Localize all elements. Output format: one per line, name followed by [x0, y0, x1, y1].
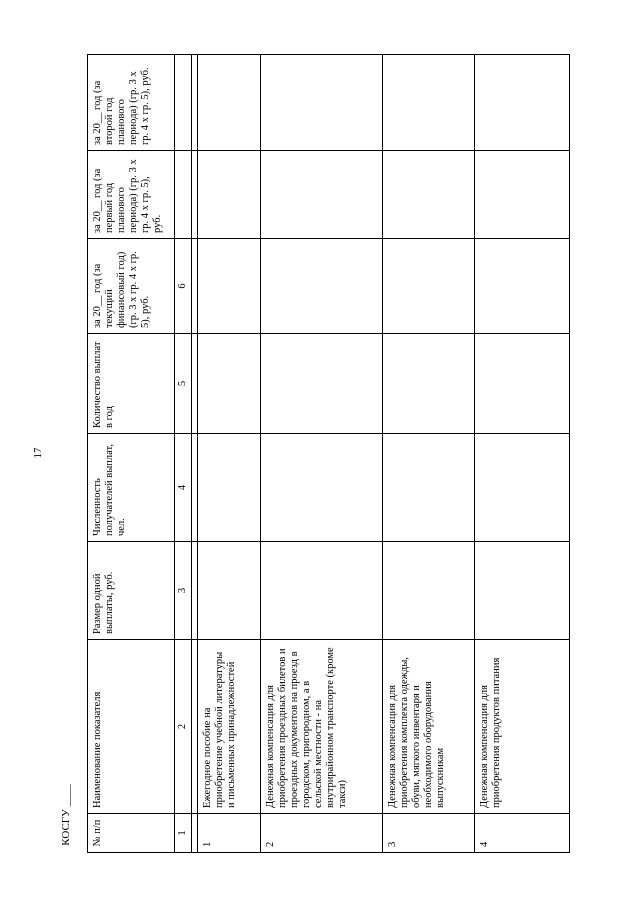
empty-cell — [383, 239, 475, 334]
header-payments-per-year: Количество выплат в год — [88, 334, 175, 434]
header-first-plan-year: за 20__ год (за первый год планового периода) (гр. 3 х гр. 4 х гр. 5), руб. — [88, 151, 175, 239]
empty-cell — [383, 55, 475, 151]
column-number — [175, 55, 192, 151]
table-row — [383, 55, 475, 853]
empty-cell — [198, 55, 261, 151]
empty-cell — [475, 434, 570, 542]
empty-cell — [475, 542, 570, 640]
header-indicator-name: Наименование показателя — [88, 640, 175, 814]
empty-cell — [198, 542, 261, 640]
empty-cell — [475, 239, 570, 334]
empty-cell — [261, 334, 383, 434]
table-row — [475, 55, 570, 853]
empty-cell — [261, 542, 383, 640]
empty-cell — [261, 434, 383, 542]
column-number — [175, 151, 192, 239]
empty-cell — [198, 434, 261, 542]
table-header-row — [88, 55, 175, 853]
column-number: 3 — [175, 542, 192, 640]
header-number: № п/п — [88, 814, 175, 853]
column-number: 6 — [175, 239, 192, 334]
row-number: 3 — [383, 814, 475, 853]
column-number: 2 — [175, 640, 192, 814]
table-row — [261, 55, 383, 853]
empty-cell — [261, 55, 383, 151]
header-current-year: за 20__ год (за текущий финансовый год) (гр. 3 х гр. 4 х гр. 5), руб. — [88, 239, 175, 334]
row-number: 1 — [198, 814, 261, 853]
rotated-table-container — [87, 55, 559, 853]
empty-cell — [383, 542, 475, 640]
row-indicator-name: Ежегодное пособие на приобретение учебной литературы и письменных принадлежностей — [198, 640, 261, 814]
kosgu-label: КОСГУ ____ — [60, 784, 72, 846]
empty-cell — [475, 151, 570, 239]
empty-cell — [198, 334, 261, 434]
empty-cell — [475, 334, 570, 434]
payments-table — [87, 54, 570, 853]
row-indicator-name: Денежная компенсация для приобретения продуктов питания — [475, 640, 570, 814]
header-payment-size: Размер одной выплаты, руб. — [88, 542, 175, 640]
table-row — [198, 55, 261, 853]
column-number: 4 — [175, 434, 192, 542]
empty-cell — [261, 239, 383, 334]
header-recipients-count: Численность получателей выплат, чел. — [88, 434, 175, 542]
empty-cell — [383, 334, 475, 434]
column-numbers-row — [175, 55, 192, 853]
empty-cell — [198, 151, 261, 239]
page-number: 17 — [32, 447, 44, 459]
header-second-plan-year: за 20__ год (за второй год планового периода) (гр. 3 х гр. 4 х гр. 5), руб. — [88, 55, 175, 151]
empty-cell — [383, 151, 475, 239]
row-number: 4 — [475, 814, 570, 853]
row-indicator-name: Денежная компенсация для приобретения комплекта одежды, обуви, мягкого инвентаря и необходимого оборудования выпускникам — [383, 640, 475, 814]
empty-cell — [198, 239, 261, 334]
empty-cell — [261, 151, 383, 239]
row-number: 2 — [261, 814, 383, 853]
empty-cell — [383, 434, 475, 542]
column-number: 1 — [175, 814, 192, 853]
empty-cell — [475, 55, 570, 151]
column-number: 5 — [175, 334, 192, 434]
row-indicator-name: Денежная компенсация для приобретения проездных билетов и проездных документов на проезд в городском, пригородном, а в сельской местности - на внутрирайонном транспорте (кроме такси) — [261, 640, 383, 814]
